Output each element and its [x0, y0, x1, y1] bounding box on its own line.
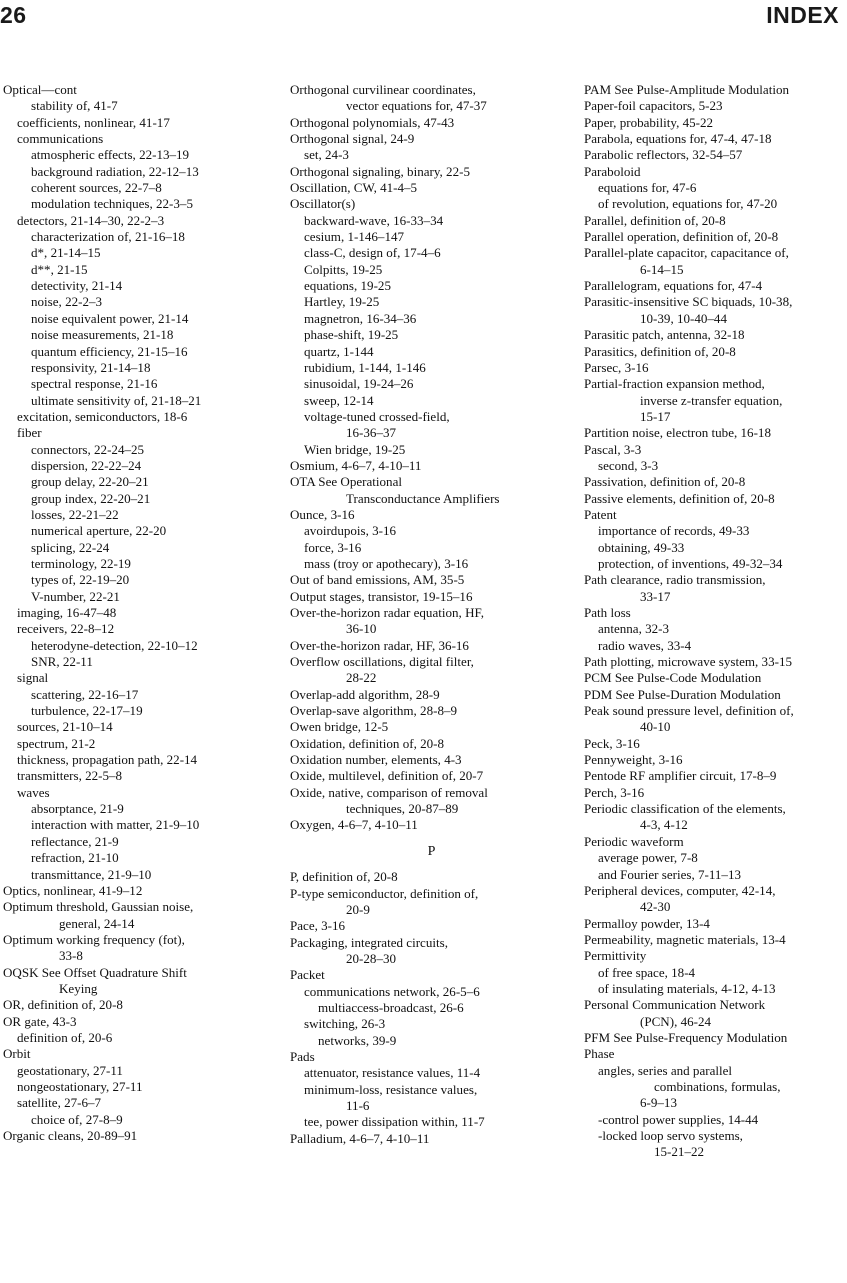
- index-subentry: Keying: [59, 980, 98, 996]
- index-subentry: choice of, 27-8–9: [31, 1111, 123, 1127]
- index-subentry: 40-10: [640, 719, 671, 735]
- index-subentry: 42-30: [640, 899, 671, 915]
- index-entry: Orthogonal polynomials, 47-43: [290, 114, 455, 130]
- index-subentry: 11-6: [346, 1097, 370, 1113]
- index-entry: Oxidation number, elements, 4-3: [290, 752, 462, 768]
- index-entry: Paraboloid: [584, 163, 641, 179]
- index-subentry: geostationary, 27-11: [17, 1062, 123, 1078]
- index-entry: Parallel-plate capacitor, capacitance of,: [584, 245, 789, 261]
- index-entry: Phase: [584, 1046, 615, 1062]
- index-subentry: 36-10: [346, 621, 377, 637]
- index-entry: Overflow oscillations, digital filter,: [290, 654, 474, 670]
- index-subentry: signal: [17, 670, 49, 686]
- index-subentry: cesium, 1-146–147: [304, 229, 405, 245]
- index-subentry: 20-28–30: [346, 950, 397, 966]
- index-entry: Packet: [290, 967, 325, 983]
- index-subentry: receivers, 22-8–12: [17, 621, 115, 637]
- index-subentry: 33-17: [640, 588, 671, 604]
- index-entry: Parallel operation, definition of, 20-8: [584, 229, 779, 245]
- index-subentry: importance of records, 49-33: [598, 523, 750, 539]
- index-entry: Periodic classification of the elements,: [584, 801, 786, 817]
- index-subentry: general, 24-14: [59, 915, 135, 931]
- index-subentry: 33-8: [59, 948, 83, 964]
- index-column-3: [584, 82, 846, 1161]
- index-entry: Oxygen, 4-6–7, 4-10–11: [290, 817, 418, 833]
- index-subentry: fiber: [17, 425, 42, 441]
- index-subentry: -locked loop servo systems,: [598, 1128, 743, 1143]
- index-subentry: responsivity, 21-14–18: [31, 359, 151, 375]
- index-subentry: combinations, formulas,: [654, 1078, 781, 1094]
- index-entry: Permittivity: [584, 948, 647, 964]
- index-entry: Parsec, 3-16: [584, 359, 649, 375]
- index-subentry: coherent sources, 22-7–8: [31, 180, 162, 196]
- index-subentry: detectors, 21-14–30, 22-2–3: [17, 212, 165, 228]
- index-subentry: refraction, 21-10: [31, 850, 119, 866]
- index-subentry: characterization of, 21-16–18: [31, 229, 185, 245]
- index-subentry: connectors, 22-24–25: [31, 441, 145, 457]
- index-subentry: spectral response, 21-16: [31, 376, 158, 392]
- index-entry: Parasitic-insensitive SC biquads, 10-38,: [584, 294, 793, 310]
- index-subentry: of insulating materials, 4-12, 4-13: [598, 980, 776, 996]
- index-entry: Partition noise, electron tube, 16-18: [584, 425, 771, 441]
- index-entry: Output stages, transistor, 19-15–16: [290, 588, 473, 604]
- index-subentry: reflectance, 21-9: [31, 833, 119, 849]
- index-subentry: d*, 21-14–15: [31, 245, 101, 261]
- index-subentry: 6-9–13: [640, 1095, 677, 1111]
- page-number: 26: [0, 2, 27, 28]
- index-subentry: quantum efficiency, 21-15–16: [31, 343, 188, 359]
- index-entry: Parabola, equations for, 47-4, 47-18: [584, 131, 772, 147]
- index-subentry: types of, 22-19–20: [31, 572, 130, 588]
- index-entry: Oscillation, CW, 41-4–5: [290, 180, 418, 196]
- index-entry: Optimum working frequency (fot),: [3, 931, 185, 947]
- index-subentry: Transconductance Amplifiers: [346, 490, 500, 506]
- index-subentry: obtaining, 49-33: [598, 539, 685, 555]
- index-entry: Oxide, native, comparison of removal: [290, 784, 488, 800]
- index-subentry: Hartley, 19-25: [304, 294, 380, 310]
- index-entry: PFM See Pulse-Frequency Modulation: [584, 1029, 788, 1045]
- index-entry: Oxidation, definition of, 20-8: [290, 735, 445, 751]
- index-subentry: noise, 22-2–3: [31, 294, 103, 310]
- index-subentry: losses, 22-21–22: [31, 506, 119, 522]
- index-subentry: 10-39, 10-40–44: [640, 310, 727, 326]
- index-entry: Pads: [290, 1048, 315, 1064]
- index-subentry: 6-14–15: [640, 261, 684, 277]
- index-entry: Passive elements, definition of, 20-8: [584, 490, 775, 506]
- index-entry: Out of band emissions, AM, 35-5: [290, 572, 465, 588]
- index-subentry: switching, 26-3: [304, 1016, 386, 1032]
- index-subentry: 15-21–22: [654, 1144, 705, 1160]
- index-entry: Orthogonal curvilinear coordinates,: [290, 82, 476, 97]
- index-entry: Organic cleans, 20-89–91: [3, 1128, 138, 1143]
- index-subentry: coefficients, nonlinear, 41-17: [17, 114, 170, 130]
- index-subentry: sources, 21-10–14: [17, 719, 113, 735]
- index-subentry: radio waves, 33-4: [598, 637, 692, 653]
- index-subentry: 15-17: [640, 408, 671, 424]
- index-subentry: quartz, 1-144: [304, 343, 374, 359]
- index-entry: Parallel, definition of, 20-8: [584, 212, 726, 228]
- index-entry: Parasitics, definition of, 20-8: [584, 343, 736, 359]
- index-entry: Parallelogram, equations for, 47-4: [584, 278, 763, 294]
- index-entry: P-type semiconductor, definition of,: [290, 885, 479, 901]
- index-subentry: Wien bridge, 19-25: [304, 441, 406, 457]
- index-entry: Permalloy powder, 13-4: [584, 915, 710, 931]
- index-subentry: 16-36–37: [346, 425, 397, 441]
- index-subentry: group delay, 22-20–21: [31, 474, 149, 490]
- index-entry: Over-the-horizon radar, HF, 36-16: [290, 637, 469, 653]
- index-subentry: Colpitts, 19-25: [304, 261, 383, 277]
- index-subentry: sinusoidal, 19-24–26: [304, 376, 414, 392]
- index-entry: Partial-fraction expansion method,: [584, 376, 765, 392]
- index-subentry: force, 3-16: [304, 539, 362, 555]
- index-subentry: detectivity, 21-14: [31, 278, 123, 294]
- index-entry: Personal Communication Network: [584, 997, 766, 1013]
- index-subentry: waves: [17, 784, 50, 800]
- index-subentry: communications: [17, 131, 104, 147]
- index-entry: Owen bridge, 12-5: [290, 719, 389, 735]
- index-entry: OQSK See Offset Quadrature Shift: [3, 964, 187, 980]
- index-subentry: of revolution, equations for, 47-20: [598, 196, 778, 212]
- index-subentry: background radiation, 22-12–13: [31, 163, 199, 179]
- index-entry: Optics, nonlinear, 41-9–12: [3, 882, 143, 898]
- index-subentry: excitation, semiconductors, 18-6: [17, 408, 188, 424]
- index-subentry: avoirdupois, 3-16: [304, 523, 397, 539]
- index-subentry: protection, of inventions, 49-32–34: [598, 555, 783, 571]
- index-subentry: ultimate sensitivity of, 21-18–21: [31, 392, 202, 408]
- index-entry: Paper-foil capacitors, 5-23: [584, 98, 723, 114]
- index-subentry: stability of, 41-7: [31, 98, 118, 114]
- index-entry: Paper, probability, 45-22: [584, 114, 714, 130]
- index-entry: Path plotting, microwave system, 33-15: [584, 654, 792, 670]
- index-subentry: 28-22: [346, 670, 377, 686]
- index-subentry: equations, 19-25: [304, 278, 391, 294]
- index-subentry: antenna, 32-3: [598, 621, 670, 637]
- index-entry: Perch, 3-16: [584, 784, 645, 800]
- index-subentry: networks, 39-9: [318, 1032, 397, 1048]
- index-subentry: dispersion, 22-22–24: [31, 457, 142, 473]
- index-subentry: imaging, 16-47–48: [17, 605, 117, 620]
- index-subentry: definition of, 20-6: [17, 1029, 113, 1045]
- index-subentry: transmittance, 21-9–10: [31, 866, 152, 882]
- index-entry: Peak sound pressure level, definition of,: [584, 703, 794, 719]
- index-entry: Ounce, 3-16: [290, 506, 355, 522]
- index-entry: Palladium, 4-6–7, 4-10–11: [290, 1130, 430, 1146]
- index-subentry: angles, series and parallel: [598, 1062, 733, 1078]
- index-entry: Orbit: [3, 1046, 31, 1062]
- index-entry: Passivation, definition of, 20-8: [584, 474, 746, 490]
- page-title: INDEX: [766, 2, 839, 28]
- index-subentry: absorptance, 21-9: [31, 801, 124, 817]
- index-subentry: (PCN), 46-24: [640, 1013, 712, 1029]
- index-subentry: heterodyne-detection, 22-10–12: [31, 637, 198, 653]
- index-subentry: vector equations for, 47-37: [346, 98, 487, 114]
- index-subentry: d**, 21-15: [31, 261, 88, 277]
- index-entry: Path clearance, radio transmission,: [584, 572, 766, 588]
- index-entry: Periodic waveform: [584, 833, 684, 849]
- index-subentry: interaction with matter, 21-9–10: [31, 817, 200, 833]
- index-subentry: turbulence, 22-17–19: [31, 703, 143, 719]
- index-subentry: atmospheric effects, 22-13–19: [31, 147, 190, 163]
- index-subentry: techniques, 20-87–89: [346, 801, 459, 817]
- index-subentry: sweep, 12-14: [304, 392, 374, 408]
- index-subentry: satellite, 27-6–7: [17, 1095, 102, 1111]
- index-entry: Oscillator(s): [290, 196, 356, 212]
- section-letter-heading: P: [427, 843, 436, 859]
- index-entry: P, definition of, 20-8: [290, 869, 398, 885]
- index-subentry: multiaccess-broadcast, 26-6: [318, 999, 464, 1015]
- index-entry: Pace, 3-16: [290, 918, 346, 934]
- index-subentry: splicing, 22-24: [31, 539, 110, 555]
- index-entry: Optimum threshold, Gaussian noise,: [3, 899, 194, 915]
- index-entry: Overlap-add algorithm, 28-9: [290, 686, 440, 702]
- index-entry: PCM See Pulse-Code Modulation: [584, 670, 762, 686]
- index-subentry: tee, power dissipation within, 11-7: [304, 1114, 485, 1130]
- index-subentry: terminology, 22-19: [31, 555, 131, 571]
- index-subentry: voltage-tuned crossed-field,: [304, 408, 450, 424]
- index-subentry: mass (troy or apothecary), 3-16: [304, 555, 469, 571]
- index-subentry: attenuator, resistance values, 11-4: [304, 1065, 481, 1081]
- index-entry: PDM See Pulse-Duration Modulation: [584, 686, 781, 702]
- index-subentry: minimum-loss, resistance values,: [304, 1081, 478, 1097]
- index-entry: OTA See Operational: [290, 474, 402, 490]
- index-subentry: 4-3, 4-12: [640, 817, 688, 833]
- index-subentry: noise equivalent power, 21-14: [31, 310, 189, 326]
- index-subentry: modulation techniques, 22-3–5: [31, 196, 193, 212]
- index-entry: Oxide, multilevel, definition of, 20-7: [290, 768, 484, 784]
- index-subentry: backward-wave, 16-33–34: [304, 212, 444, 228]
- index-subentry: and Fourier series, 7-11–13: [598, 866, 741, 882]
- index-subentry: phase-shift, 19-25: [304, 327, 399, 343]
- index-entry: Peck, 3-16: [584, 735, 640, 751]
- index-column-2: [290, 82, 573, 1147]
- index-entry: Packaging, integrated circuits,: [290, 934, 448, 950]
- index-subentry: numerical aperture, 22-20: [31, 523, 167, 539]
- index-subentry: -control power supplies, 14-44: [598, 1111, 759, 1127]
- index-subentry: 20-9: [346, 901, 370, 917]
- index-subentry: class-C, design of, 17-4–6: [304, 245, 441, 261]
- index-subentry: spectrum, 21-2: [17, 735, 96, 751]
- index-entry: Osmium, 4-6–7, 4-10–11: [290, 457, 422, 473]
- index-subentry: equations for, 47-6: [598, 180, 697, 196]
- index-entry: Pascal, 3-3: [584, 441, 642, 457]
- index-subentry: noise measurements, 21-18: [31, 327, 174, 343]
- index-subentry: nongeostationary, 27-11: [17, 1078, 143, 1094]
- index-entry: OR, definition of, 20-8: [3, 997, 123, 1013]
- index-entry: Over-the-horizon radar equation, HF,: [290, 605, 484, 620]
- index-entry: Parabolic reflectors, 32-54–57: [584, 147, 743, 163]
- index-subentry: SNR, 22-11: [31, 654, 93, 670]
- index-entry: Optical—cont: [3, 82, 77, 97]
- index-subentry: rubidium, 1-144, 1-146: [304, 359, 426, 375]
- index-column-1: [3, 82, 278, 1144]
- index-entry: Orthogonal signaling, binary, 22-5: [290, 163, 470, 179]
- index-subentry: average power, 7-8: [598, 850, 698, 866]
- index-entry: Orthogonal signal, 24-9: [290, 131, 415, 147]
- index-subentry: of free space, 18-4: [598, 964, 696, 980]
- index-entry: Permeability, magnetic materials, 13-4: [584, 931, 786, 947]
- index-subentry: transmitters, 22-5–8: [17, 768, 123, 784]
- index-subentry: scattering, 22-16–17: [31, 686, 139, 702]
- index-subentry: V-number, 22-21: [31, 588, 120, 604]
- index-entry: Pennyweight, 3-16: [584, 752, 683, 768]
- index-subentry: magnetron, 16-34–36: [304, 310, 417, 326]
- index-entry: Parasitic patch, antenna, 32-18: [584, 327, 745, 343]
- index-entry: OR gate, 43-3: [3, 1013, 77, 1029]
- index-subentry: second, 3-3: [598, 457, 659, 473]
- index-subentry: communications network, 26-5–6: [304, 983, 480, 999]
- index-entry: Pentode RF amplifier circuit, 17-8–9: [584, 768, 777, 784]
- index-subentry: thickness, propagation path, 22-14: [17, 752, 198, 768]
- index-subentry: inverse z-transfer equation,: [640, 392, 783, 408]
- index-entry: Peripheral devices, computer, 42-14,: [584, 882, 776, 898]
- index-entry: Patent: [584, 506, 617, 522]
- index-entry: PAM See Pulse-Amplitude Modulation: [584, 82, 790, 97]
- index-entry: Overlap-save algorithm, 28-8–9: [290, 703, 458, 719]
- index-subentry: set, 24-3: [304, 147, 349, 163]
- index-entry: Path loss: [584, 605, 631, 620]
- index-subentry: group index, 22-20–21: [31, 490, 151, 506]
